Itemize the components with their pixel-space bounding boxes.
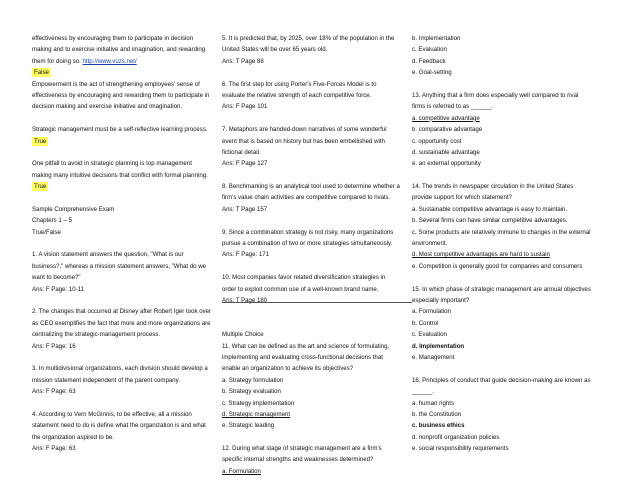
line-text: 2. The changes that occurred at Disney after Robert Iger took over	[32, 308, 212, 316]
line-text: firms is referred to as ______.	[412, 103, 493, 111]
answer-highlight: True	[34, 183, 47, 191]
line-text: a. Strategy formulation	[222, 376, 284, 384]
text-line	[412, 284, 612, 295]
line-text: business?," whereas a mission statement answers, "What do we	[32, 262, 207, 270]
text-line	[222, 136, 412, 147]
blank-line	[412, 363, 612, 374]
text-line	[32, 227, 222, 238]
text-line	[412, 398, 612, 409]
text-line	[32, 284, 222, 295]
line-text: fictional detail.	[222, 148, 261, 156]
text-line	[32, 443, 222, 454]
text-line	[222, 33, 412, 44]
text-line	[32, 181, 222, 192]
line-text: b. Control	[412, 319, 439, 327]
line-text: e. Competition is generally good for companies and consumers	[412, 262, 583, 270]
line-text: making many intuitive decisions that conflict with formal planning.	[32, 171, 208, 179]
line-text: 3. In multidivisional organizations, each division should develop a	[32, 365, 208, 373]
line-text: One pitfall to avoid in strategic planning is top management	[32, 160, 192, 168]
source-link[interactable]: http://www.vuzs.net/	[82, 57, 137, 65]
text-line	[222, 249, 412, 260]
text-line	[32, 90, 222, 101]
correct-answer: a. Formulation	[222, 467, 261, 475]
line-text: 4. According to Vern McGinnis, to be effective, all a mission	[32, 410, 192, 418]
text-line	[412, 113, 612, 124]
line-text: 16. Principles of conduct that guide decision-making are known as	[412, 376, 591, 384]
line-text: implementing and evaluating cross-functional decisions that	[222, 353, 383, 361]
blank-line	[32, 113, 222, 124]
line-text: specific internal strengths and weaknesses determined?	[222, 456, 374, 464]
line-text: effectiveness by encouraging them to participate in decision	[32, 35, 194, 42]
text-line	[222, 90, 412, 101]
answer-highlight: False	[34, 69, 49, 77]
text-line	[32, 318, 222, 329]
text-line	[32, 215, 222, 226]
text-line	[412, 67, 612, 78]
text-line	[32, 261, 222, 272]
blank-line	[222, 113, 412, 124]
blank-line	[32, 352, 222, 363]
blank-line	[222, 215, 412, 226]
line-text: event that is based on history but has been embellished with	[222, 137, 385, 145]
text-line	[412, 181, 612, 192]
text-line	[32, 272, 222, 283]
text-line	[222, 409, 412, 420]
text-line	[32, 249, 222, 260]
correct-answer: d. Implementation	[412, 342, 465, 350]
column-middle	[222, 33, 412, 477]
text-line	[222, 398, 412, 409]
line-text: statement need to do is define what the organization is and what	[32, 422, 206, 430]
line-text: Ans: T Page 180	[222, 296, 268, 304]
line-text: True/False	[32, 228, 61, 236]
line-text: b. the Constitution	[412, 410, 462, 418]
line-text: a. Formulation	[412, 308, 451, 316]
line-text: c. opportunity cost	[412, 137, 462, 145]
text-line	[412, 227, 612, 238]
text-line	[32, 56, 222, 67]
text-line	[412, 158, 612, 169]
line-text: especially important?	[412, 296, 470, 304]
text-line	[222, 158, 412, 169]
blank-line	[32, 398, 222, 409]
line-text: Ans: F Page: 10-11	[32, 285, 85, 293]
text-line	[222, 238, 412, 249]
line-text: evaluate the relative strength of each competitive force.	[222, 91, 372, 99]
text-line	[412, 204, 612, 215]
column-right	[412, 33, 612, 454]
text-line	[32, 33, 222, 44]
blank-line	[222, 432, 412, 443]
text-line	[32, 67, 222, 78]
text-line	[222, 101, 412, 112]
text-line	[32, 386, 222, 397]
line-text: 13. Anything that a firm does especially well compared to rival	[412, 91, 579, 99]
line-text: Chapters 1 – 5	[32, 217, 72, 225]
line-text: b. Several firms can have similar competitive advantages.	[412, 217, 568, 225]
text-line	[222, 284, 412, 295]
text-line	[412, 352, 612, 363]
text-line	[32, 432, 222, 443]
line-text: mission statement independent of the parent company.	[32, 376, 180, 384]
line-text: 15. In which phase of strategic management are annual objectives	[412, 285, 591, 293]
text-line	[32, 158, 222, 169]
blank-line	[222, 170, 412, 181]
line-text: Empowerment is the act of strengthening employees' sense of	[32, 80, 200, 88]
line-text: b. comparative advantage	[412, 126, 483, 134]
line-text: enable an organization to achieve its objectives?	[222, 365, 354, 373]
text-line	[412, 33, 612, 44]
line-text: ______.	[412, 388, 435, 396]
text-line	[32, 341, 222, 352]
text-line	[32, 375, 222, 386]
text-line	[222, 420, 412, 431]
text-line	[32, 101, 222, 112]
text-line	[412, 44, 612, 55]
correct-answer: d. Strategic management	[222, 410, 291, 418]
blank-line	[222, 67, 412, 78]
text-line	[32, 44, 222, 55]
text-line	[32, 170, 222, 181]
line-text: Multiple Choice	[222, 331, 264, 339]
text-line	[412, 306, 612, 317]
text-line	[412, 341, 612, 352]
blank-line	[412, 170, 612, 181]
line-text: firm's value chain activities are competitive compared to rivals.	[222, 194, 391, 202]
blank-line	[412, 272, 612, 283]
text-line	[412, 249, 612, 260]
line-text: d. nonprofit organization policies	[412, 433, 500, 441]
text-line	[222, 341, 412, 352]
line-text: c. Evaluation	[412, 331, 447, 339]
text-line	[412, 420, 612, 431]
text-line	[32, 306, 222, 317]
line-text: e. social responsibility requirements	[412, 445, 509, 453]
line-text: 6. The first step for using Porter's Five-Forces Model is to	[222, 80, 377, 88]
column-left	[32, 33, 222, 454]
line-text: provide support for which statement?	[412, 194, 512, 202]
text-line	[412, 295, 612, 306]
text-line	[222, 181, 412, 192]
line-text: e. Management	[412, 353, 455, 361]
line-text: environment.	[412, 240, 448, 248]
text-line	[412, 318, 612, 329]
line-text: 8. Benchmarking is an analytical tool used to determine whether a	[222, 183, 400, 191]
text-line	[222, 44, 412, 55]
text-line	[412, 192, 612, 203]
text-line	[412, 329, 612, 340]
blank-line	[32, 192, 222, 203]
line-text: 10. Most companies favor related diversification strategies in	[222, 274, 386, 282]
line-text: the organization aspired to be.	[32, 433, 114, 441]
text-line	[222, 124, 412, 135]
line-text: d. Feedback	[412, 57, 446, 65]
text-line	[32, 136, 222, 147]
blank-line	[222, 261, 412, 272]
line-text: 1. A vision statement answers the question, "What is our	[32, 251, 184, 259]
text-line	[412, 147, 612, 158]
line-text: e. Goal-setting	[412, 69, 452, 77]
line-text: decision making and exercise initiative and imagination.	[32, 103, 183, 111]
blank-line	[412, 79, 612, 90]
text-line	[222, 375, 412, 386]
answer-highlight: True	[34, 137, 47, 145]
text-line	[412, 375, 612, 386]
text-line	[412, 261, 612, 272]
text-line	[32, 204, 222, 215]
text-line	[412, 443, 612, 454]
text-line	[222, 56, 412, 67]
correct-answer: d. Most competitive advantages are hard to sustain	[412, 251, 550, 259]
line-text: Ans: F Page: 171	[222, 251, 270, 259]
line-text: b. Strategy evaluation	[222, 388, 281, 396]
text-line	[32, 79, 222, 90]
text-line	[222, 295, 412, 306]
line-text: Sample Comprehensive Exam	[32, 205, 115, 213]
text-line	[222, 79, 412, 90]
line-text: Ans: F Page 101	[222, 103, 268, 111]
text-line	[412, 124, 612, 135]
line-text: Ans: F Page: 63	[32, 388, 76, 396]
text-line	[412, 238, 612, 249]
line-text: them for doing so.	[32, 57, 81, 65]
text-line	[222, 272, 412, 283]
line-text: e. Strategic leading	[222, 422, 275, 430]
text-line	[32, 329, 222, 340]
text-line	[222, 466, 412, 477]
blank-line	[222, 306, 412, 317]
blank-line	[32, 295, 222, 306]
text-line	[32, 363, 222, 374]
line-text: 11. What can be defined as the art and science of formulating,	[222, 342, 390, 350]
correct-answer: c. business ethics	[412, 422, 465, 430]
text-line	[222, 329, 412, 340]
line-text: e. an external opportunity	[412, 160, 481, 168]
text-line	[412, 409, 612, 420]
line-text: centralizing the strategic-management process.	[32, 331, 161, 339]
line-text: Strategic management must be a self-reflective learning process.	[32, 126, 208, 134]
line-text: 5. It is predicted that, by 2025, over 18% of the population in the	[222, 35, 395, 42]
line-text: Ans: F Page 127	[222, 160, 268, 168]
text-line	[32, 124, 222, 135]
text-line	[32, 420, 222, 431]
line-text: a. human rights	[412, 399, 455, 407]
line-text: making and to exercise initiative and imagination, and rewarding	[32, 46, 206, 54]
text-line	[412, 386, 612, 397]
line-text: Ans: T Page 88	[222, 57, 264, 65]
text-line	[222, 352, 412, 363]
text-line	[222, 363, 412, 374]
section-divider	[222, 302, 412, 303]
text-line	[222, 454, 412, 465]
text-line	[412, 136, 612, 147]
text-line	[412, 90, 612, 101]
blank-line	[32, 238, 222, 249]
text-line	[412, 432, 612, 443]
correct-answer: a. competitive advantage	[412, 114, 480, 122]
line-text: Ans: T Page 157	[222, 205, 268, 213]
text-line	[412, 101, 612, 112]
line-text: 12. During what stage of strategic management are a firm's	[222, 445, 382, 453]
line-text: Ans: F Page: 16	[32, 342, 76, 350]
blank-line	[32, 147, 222, 158]
line-text: c. Strategy implementation	[222, 399, 295, 407]
text-line	[222, 443, 412, 454]
line-text: 9. Since a combination strategy is not risky, many organizations	[222, 228, 394, 236]
line-text: 14. The trends in newspaper circulation in the United States	[412, 183, 574, 191]
text-line	[222, 204, 412, 215]
line-text: pursue a combination of two or more strategies simultaneously.	[222, 240, 393, 248]
text-line	[222, 227, 412, 238]
line-text: Ans: F Page: 63	[32, 445, 76, 453]
text-line	[222, 192, 412, 203]
line-text: 7. Metaphors are handed-down narratives of some wonderful	[222, 126, 387, 134]
text-line	[412, 56, 612, 67]
line-text: c. Evaluation	[412, 46, 447, 54]
line-text: want to become?"	[32, 274, 81, 282]
line-text: order to exploit common use of a well-known brand name.	[222, 285, 379, 293]
line-text: b. Implementation	[412, 35, 461, 42]
text-line	[412, 215, 612, 226]
line-text: United States will be over 65 years old.	[222, 46, 328, 54]
line-text: d. sustainable advantage	[412, 148, 480, 156]
line-text: as CEO exemplifies the fact that more and more organizations are	[32, 319, 211, 327]
text-line	[222, 147, 412, 158]
line-text: effectiveness by encouraging and rewarding them to participate in	[32, 91, 210, 99]
line-text: a. Sustainable competitive advantage is easy to maintain.	[412, 205, 568, 213]
text-line	[222, 386, 412, 397]
line-text: c. Some products are relatively immune to changes in the external	[412, 228, 591, 236]
text-line	[32, 409, 222, 420]
blank-line	[222, 318, 412, 329]
